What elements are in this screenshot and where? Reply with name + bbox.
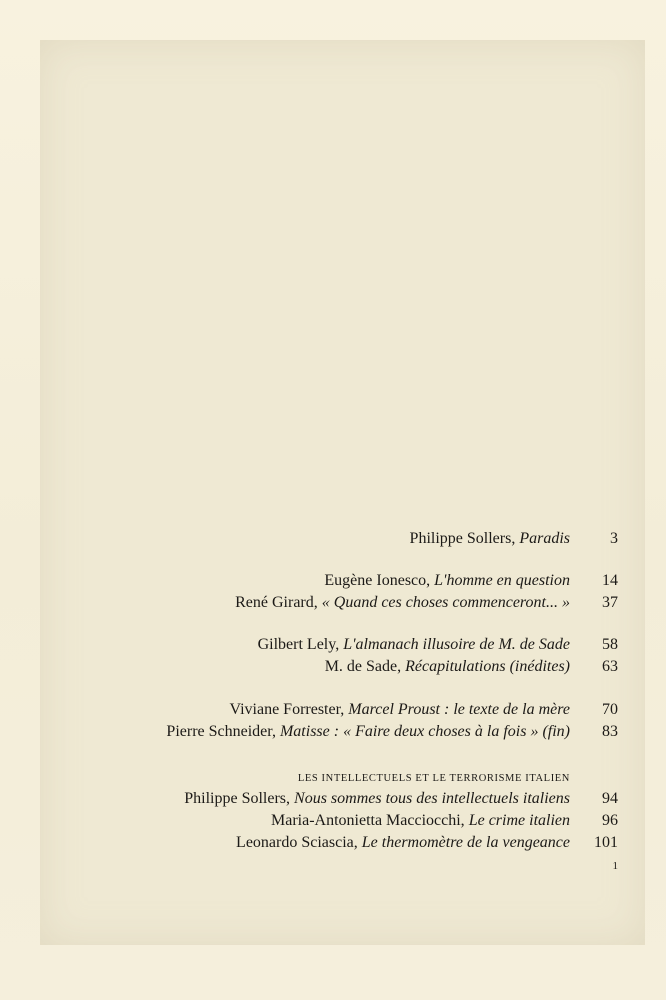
toc-entry [40, 570, 618, 592]
toc-entry [40, 634, 618, 656]
toc-page-number: 58 [602, 636, 618, 653]
toc-title: « Quand ces choses commenceront... » [321, 594, 570, 611]
toc-page-number: 70 [602, 701, 618, 718]
toc-entry [40, 528, 618, 550]
toc-title: Le thermomètre de la vengeance [361, 834, 570, 851]
toc-entry [40, 656, 618, 678]
table-of-contents [40, 528, 618, 854]
folio-page-number: 1 [612, 860, 618, 872]
toc-title: Matisse : « Faire deux choses à la fois » (fin) [279, 723, 570, 740]
toc-author: M. de Sade, [324, 658, 406, 675]
group-spacer [40, 743, 618, 764]
toc-author: Philippe Sollers, [184, 790, 295, 807]
toc-page-number: 63 [602, 658, 618, 675]
toc-title: Marcel Proust : le texte de la mère [348, 701, 570, 718]
toc-entry [40, 832, 618, 854]
toc-page-number: 96 [602, 812, 618, 829]
toc-page-number: 14 [602, 572, 618, 589]
toc-title: Le crime italien [468, 812, 570, 829]
toc-title: Nous sommes tous des intellectuels italiens [294, 790, 570, 807]
group-spacer [40, 550, 618, 570]
toc-page-number: 83 [602, 723, 618, 740]
group-spacer [40, 614, 618, 634]
toc-entry [40, 788, 618, 810]
toc-author: Leonardo Sciascia, [236, 834, 362, 851]
toc-author: Philippe Sollers, [409, 530, 520, 547]
toc-author: Pierre Schneider, [166, 723, 280, 740]
toc-page-number: 3 [610, 530, 618, 547]
toc-entry [40, 810, 618, 832]
toc-title: L'almanach illusoire de M. de Sade [343, 636, 570, 653]
toc-title: L'homme en question [434, 572, 570, 589]
toc-entry [40, 592, 618, 614]
toc-author: René Girard, [235, 594, 322, 611]
toc-title: Récapitulations (inédites) [405, 658, 570, 675]
toc-title: Paradis [519, 530, 570, 547]
toc-page-number: 37 [602, 594, 618, 611]
toc-author: Viviane Forrester, [229, 701, 349, 718]
toc-page-number: 94 [602, 790, 618, 807]
toc-author: Eugène Ionesco, [324, 572, 435, 589]
toc-entry [40, 721, 618, 743]
group-spacer [40, 678, 618, 699]
toc-page-number: 101 [594, 834, 618, 851]
toc-author: Gilbert Lely, [257, 636, 344, 653]
toc-author: Maria-Antonietta Macciocchi, [270, 812, 469, 829]
section-heading: LES INTELLECTUELS ET LE TERRORISME ITALIEN [297, 773, 570, 784]
toc-entry [40, 699, 618, 721]
